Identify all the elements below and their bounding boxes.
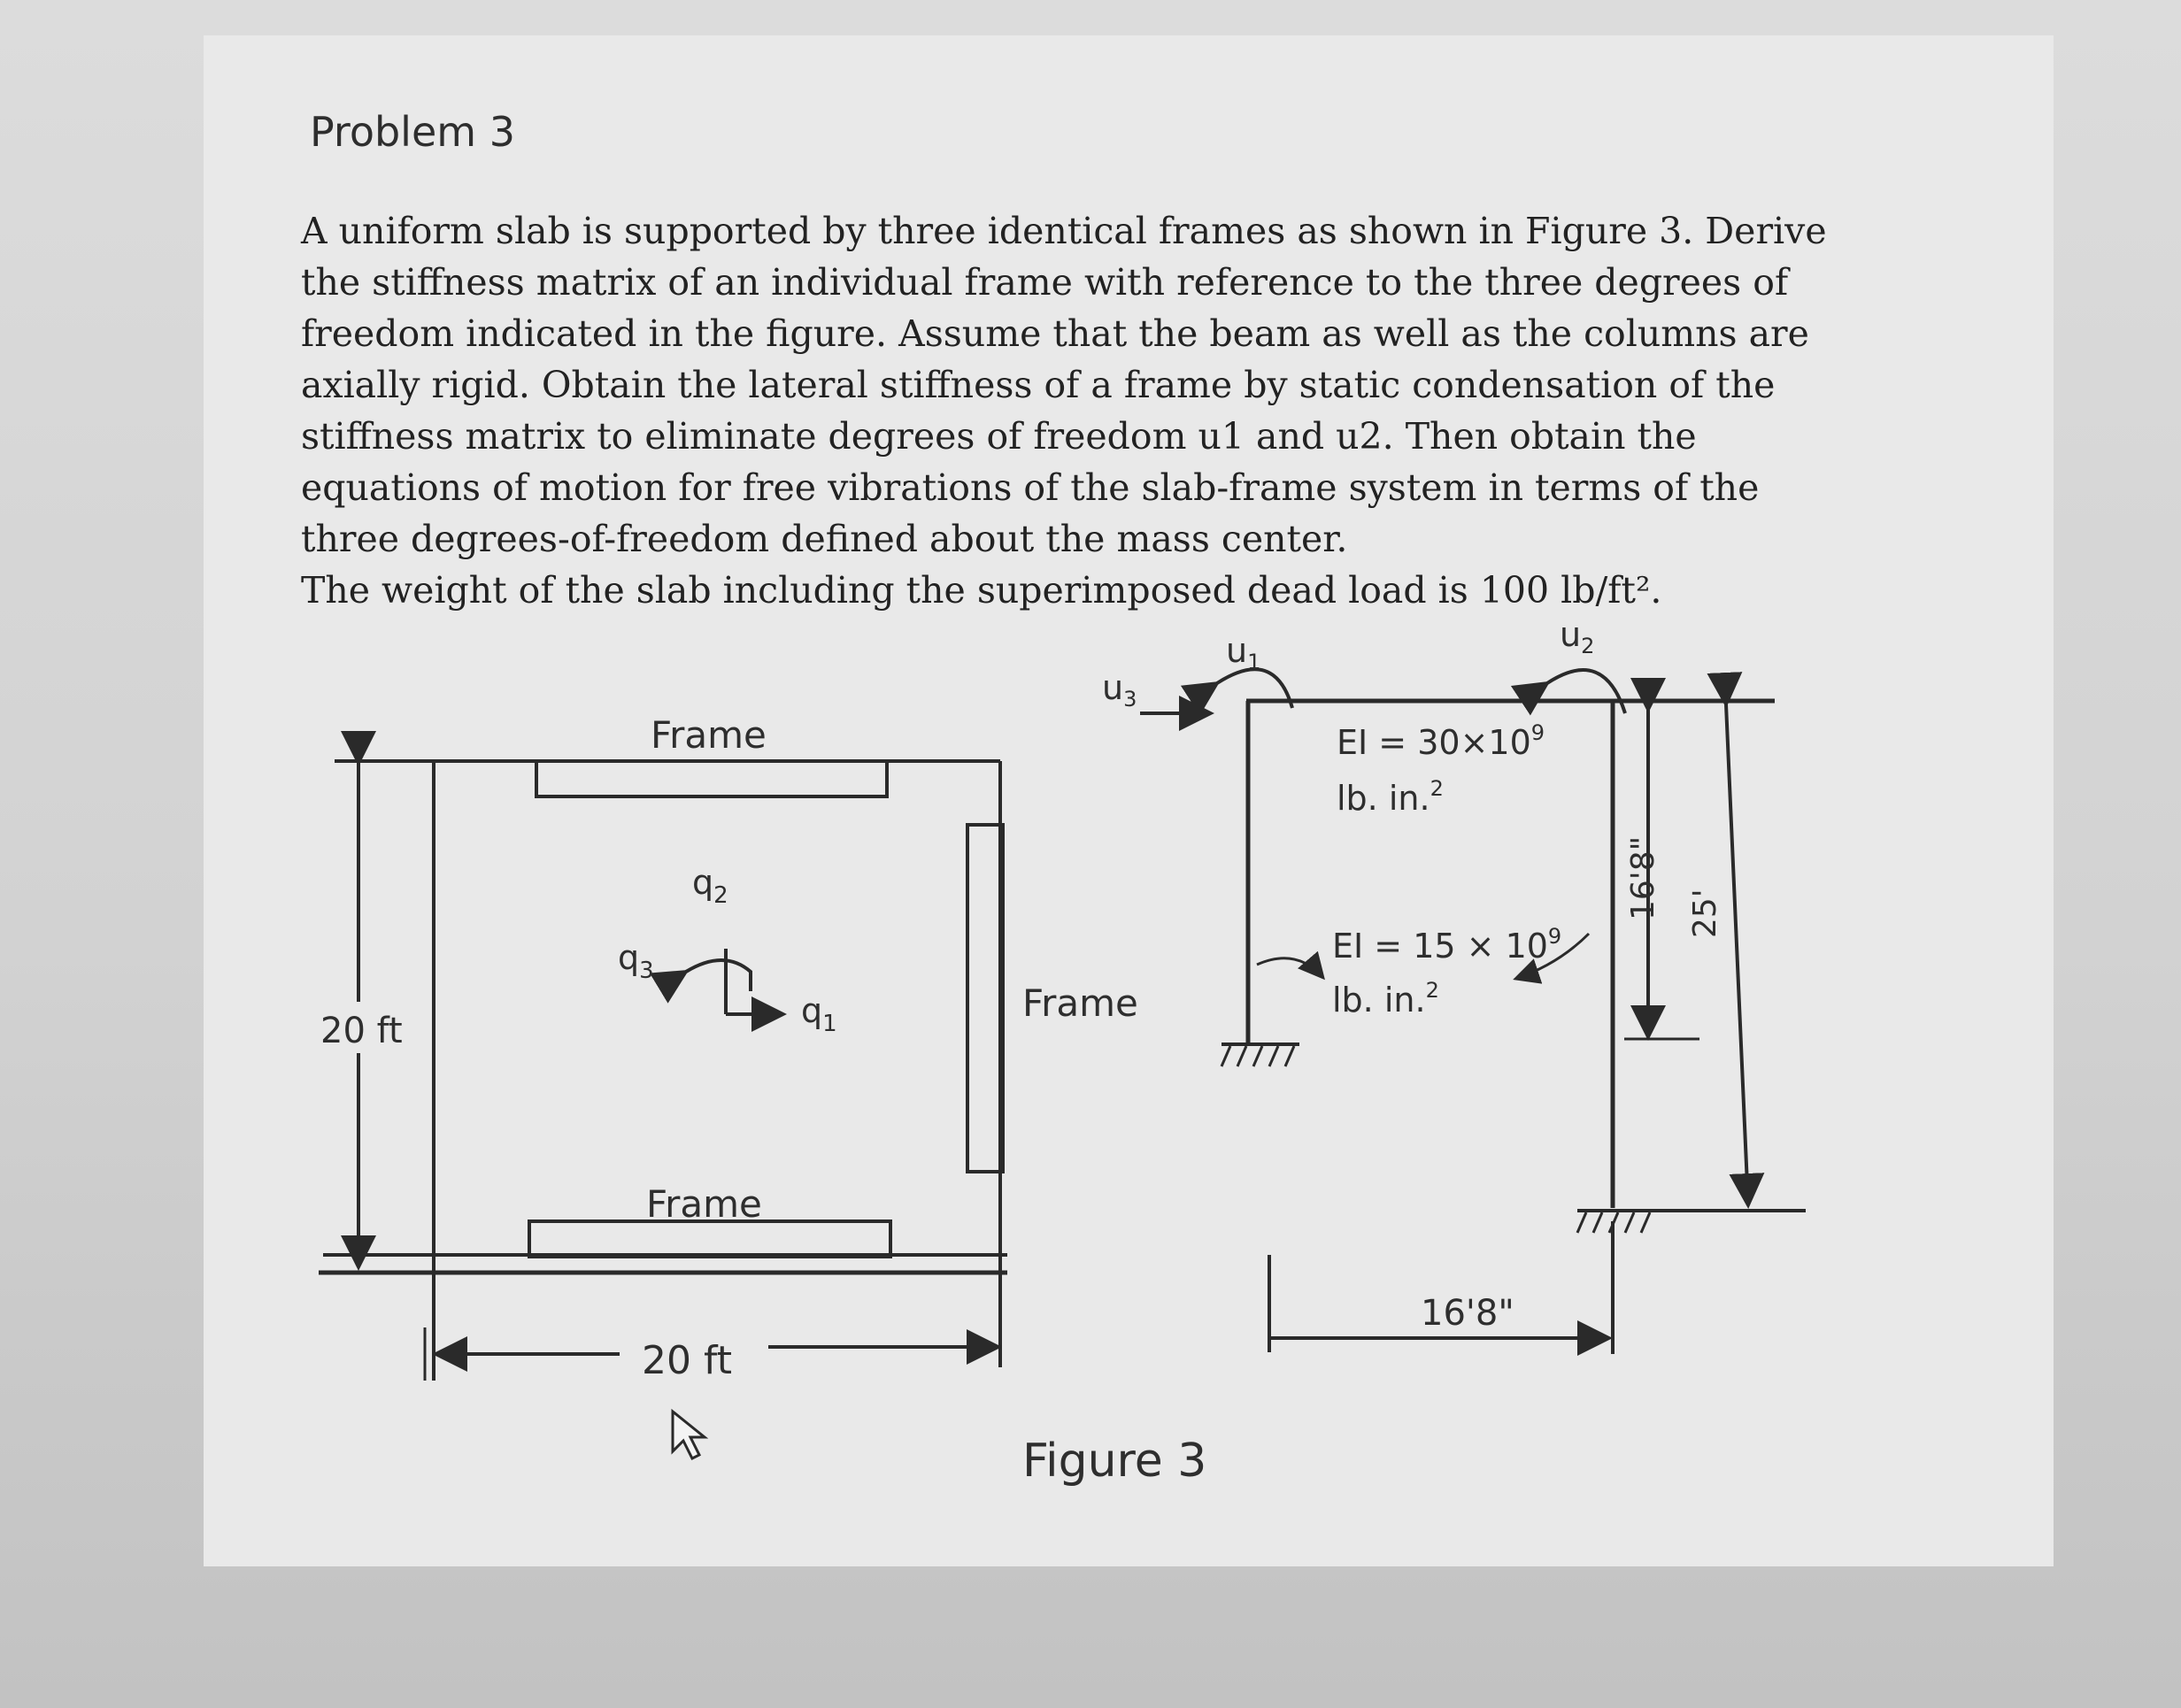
column-ei-pointer-left — [1257, 958, 1323, 978]
statement-line: the stiffness matrix of an individual frame with reference to the three degrees of — [301, 261, 1789, 304]
width-dimension-label: 20 ft — [642, 1338, 732, 1383]
frame-right — [967, 825, 1003, 1172]
statement-line: three degrees-of-freedom defined about the mass center. — [301, 518, 1348, 560]
u1-label: $u_1$ — [1226, 631, 1261, 674]
tall-height-dimension-label: 25' — [1687, 889, 1723, 938]
q3-rotation-arrow — [686, 960, 751, 991]
beam-ei-line1: EI = $30\times 10^9$ — [1337, 720, 1545, 762]
statement-line: equations of motion for free vibrations of the slab-frame system in terms of the — [301, 466, 1760, 509]
elevation-view — [1102, 615, 1806, 1354]
q2-label: $q_2$ — [692, 863, 728, 909]
q3-label: $q_3$ — [618, 938, 654, 984]
problem-title: Problem 3 — [310, 108, 515, 156]
u2-label: $u_2$ — [1560, 615, 1595, 658]
frame-bottom-label: Frame — [646, 1182, 762, 1226]
frame-right-label: Frame — [1022, 981, 1138, 1025]
q1-label: $q_1$ — [801, 991, 837, 1037]
statement-line: axially rigid. Obtain the lateral stiffness of a frame by static condensation of the — [301, 364, 1776, 406]
height-dimension-label: 20 ft — [320, 1011, 403, 1051]
plan-view — [319, 713, 1138, 1383]
statement-line: stiffness matrix to eliminate degrees of freedom u1 and u2. Then obtain the — [301, 415, 1697, 458]
column-ei-line1: EI = $15 \times 10^9$ — [1332, 924, 1562, 966]
statement-line: A uniform slab is supported by three identical frames as shown in Figure 3. Derive — [301, 210, 1827, 252]
frame-top — [536, 761, 887, 796]
short-column-hatch — [1222, 1046, 1294, 1066]
mouse-cursor-icon — [673, 1412, 705, 1458]
tall-height-dimension-line — [1726, 704, 1748, 1205]
short-height-dimension-label: 16'8" — [1625, 835, 1661, 920]
column-ei-line2: lb. in.$^2$ — [1332, 978, 1439, 1019]
u3-label: $u_3$ — [1102, 668, 1137, 712]
statement-line: freedom indicated in the figure. Assume that the beam as well as the columns are — [301, 312, 1809, 355]
frame-bottom — [529, 1221, 890, 1257]
slab-weight-line: The weight of the slab including the superimposed dead load is 100 lb/ft². — [301, 569, 1662, 612]
frame-top-label: Frame — [651, 713, 767, 757]
span-dimension-label: 16'8" — [1421, 1293, 1514, 1334]
figure-caption: Figure 3 — [1022, 1435, 1207, 1488]
beam-ei-line2: lb. in.$^2$ — [1337, 776, 1444, 818]
